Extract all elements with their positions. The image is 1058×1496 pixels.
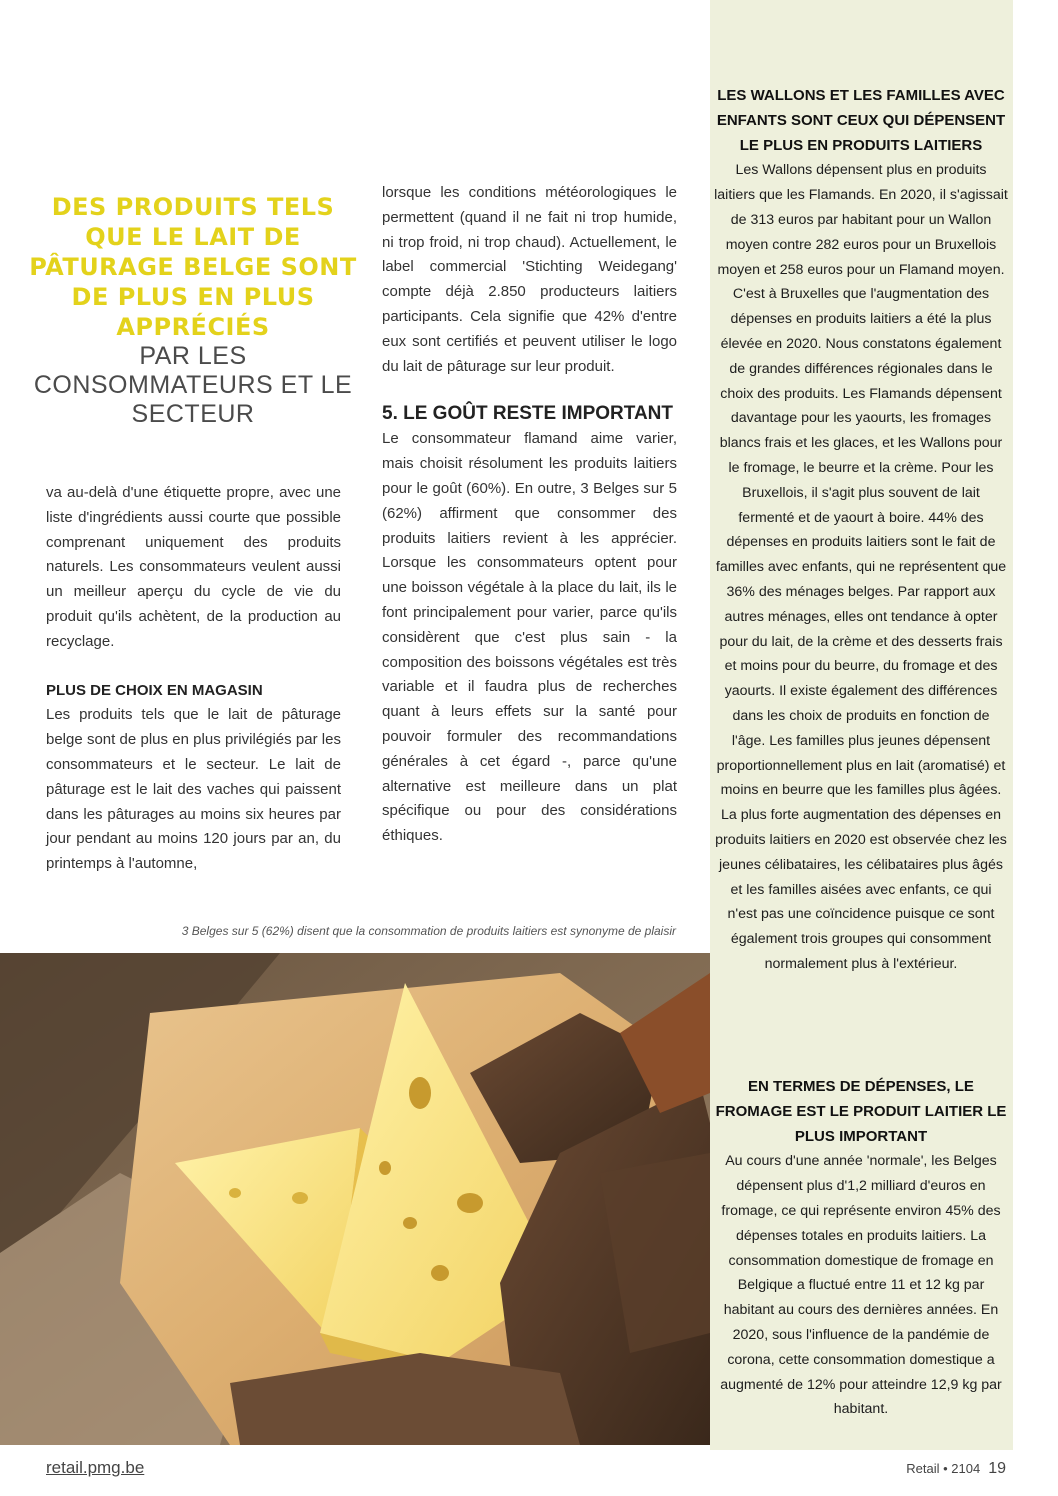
cheese-bread-photo — [0, 953, 710, 1445]
sidebar-paragraph: Au cours d'une année 'normale', les Belges dépensent plus d'1,2 milliard d'euros en fromage, ce qui représente environ 45% des dépenses totales en produits laitiers. La consommation domestique de fromage en Belgique a fluctué entre 11 et 12 kg par habitant au cours des dernières années. En 2020, sous l'influence de la pandémie de corona, cette consommation domestique a augmenté de 12% pour atteindre 12,9 kg par habitant. — [720, 1153, 1002, 1418]
headline-subtitle: PAR LES CONSOMMATEURS ET LE SECTEUR — [33, 342, 353, 428]
section-heading: PLUS DE CHOIX EN MAGASIN — [46, 681, 263, 699]
photo-caption: 3 Belges sur 5 (62%) disent que la consommation de produits laitiers est synonyme de plaisir — [181, 924, 676, 938]
sidebar-heading: LES WALLONS ET LES FAMILLES AVEC ENFANTS SONT CEUX QUI DÉPENSENT LE PLUS EN PRODUITS LAITIERS — [716, 87, 1006, 154]
sidebar-paragraph: Les Wallons dépensent plus en produits laitiers que les Flamands. En 2020, il s'agissait de 313 euros par habitant pour un Wallon moyen contre 282 euros pour un Bruxellois moyen et 258 euros pour un Flamand moyen. C'est à Bruxelles que l'augmentation des dépenses en produits laitiers a été la plus élevée en 2020. Nous constatons également de grandes différences régionales dans le choix des produits. Les Flamands dépensent davantage pour les yaourts, les fromages blancs frais et les glaces, et les Wallons pour le fromage, le beurre et la crème. Pour les Bruxellois, il s'agit plus souvent de lait fermenté et de yaourt à boire. 44% des dépenses en produits laitiers sont le fait de familles avec enfants, qui ne représentent que 36% des ménages belges. Par rapport aux autres ménages, elles ont tendance à opter pour du lait, de la crème et des desserts frais et moins pour du beurre, du fromage et des yaourts. Il existe également des différences dans les choix de produits en fonction de l'âge. Les familles plus jeunes dépensent proportionnellement plus en lait (aromatisé) et moins en beurre que les familles plus âgées. — [714, 162, 1008, 799]
website-link[interactable]: retail.pmg.be — [46, 1458, 145, 1477]
paragraph: Les produits tels que le lait de pâturage belge sont de plus en plus privilégiés par les consommateurs et le secteur. Le lait de pâturage est le lait des vaches qui paissent dans les pâturages au moins six heures par jour pendant au moins 120 jours par an, du printemps à l'automne, — [46, 706, 341, 873]
article-column-1 — [46, 481, 341, 877]
sidebar-heading: EN TERMES DE DÉPENSES, LE FROMAGE EST LE PRODUIT LAITIER LE PLUS IMPORTANT — [715, 1078, 1007, 1145]
section-heading: 5. LE GOÛT RESTE IMPORTANT — [382, 403, 673, 425]
page-footer — [906, 1460, 1006, 1478]
article-headline — [28, 192, 358, 429]
paragraph: Le consommateur flamand aime varier, mais choisit résolument les produits laitiers pour le goût (60%). En outre, 3 Belges sur 5 (62%) affirment que consommer des produits laitiers revient à les apprécier. Lorsque les consommateurs optent pour une boisson végétale à la place du lait, ils le font principalement pour varier, parce qu'ils considèrent que c'est plus sain - la composition des boissons végétales est très variable et il faudra plus de recherches quant à leurs effets sur la santé pour pouvoir formuler des recommandations générales à cet égard -, parce qu'une alternative est meilleure dans un plat spécifique ou pour des considérations éthiques. — [382, 430, 677, 845]
headline-highlight: DES PRODUITS TELS QUE LE LAIT DE PÂTURAGE BELGE SONT DE PLUS EN PLUS APPRÉCIÉS — [29, 193, 357, 341]
article-column-2 — [382, 181, 677, 849]
sidebar-box-cheese — [714, 1075, 1008, 1422]
paragraph: va au-delà d'une étiquette propre, avec une liste d'ingrédients aussi courte que possible comprenant uniquement des produits naturels. Les consommateurs veulent aussi un meilleur aperçu du cycle de vie du produit qu'ils achètent, de la production au recyclage. — [46, 484, 341, 650]
paragraph: lorsque les conditions météorologiques le permettent (quand il ne fait ni trop humide, ni trop froid, ni trop chaud). Actuellement, le label commercial 'Stichting Weidegang' compte déjà 2.850 producteurs laitiers participants. Cela signifie que 42% d'entre eux sont certifiés et peuvent utiliser le logo du lait de pâturage sur leur produit. — [382, 184, 677, 375]
sidebar-paragraph: La plus forte augmentation des dépenses en produits laitiers en 2020 est observée chez les jeunes célibataires, les célibataires plus âgés et les familles aisées avec enfants, ce qui n'est pas une coïncidence puisque ce sont également trois groupes qui consomment normalement plus à l'extérieur. — [715, 807, 1007, 972]
page-number: 19 — [988, 1460, 1006, 1477]
issue-label: Retail • 2104 — [906, 1461, 981, 1476]
sidebar-box-regions — [714, 84, 1008, 977]
